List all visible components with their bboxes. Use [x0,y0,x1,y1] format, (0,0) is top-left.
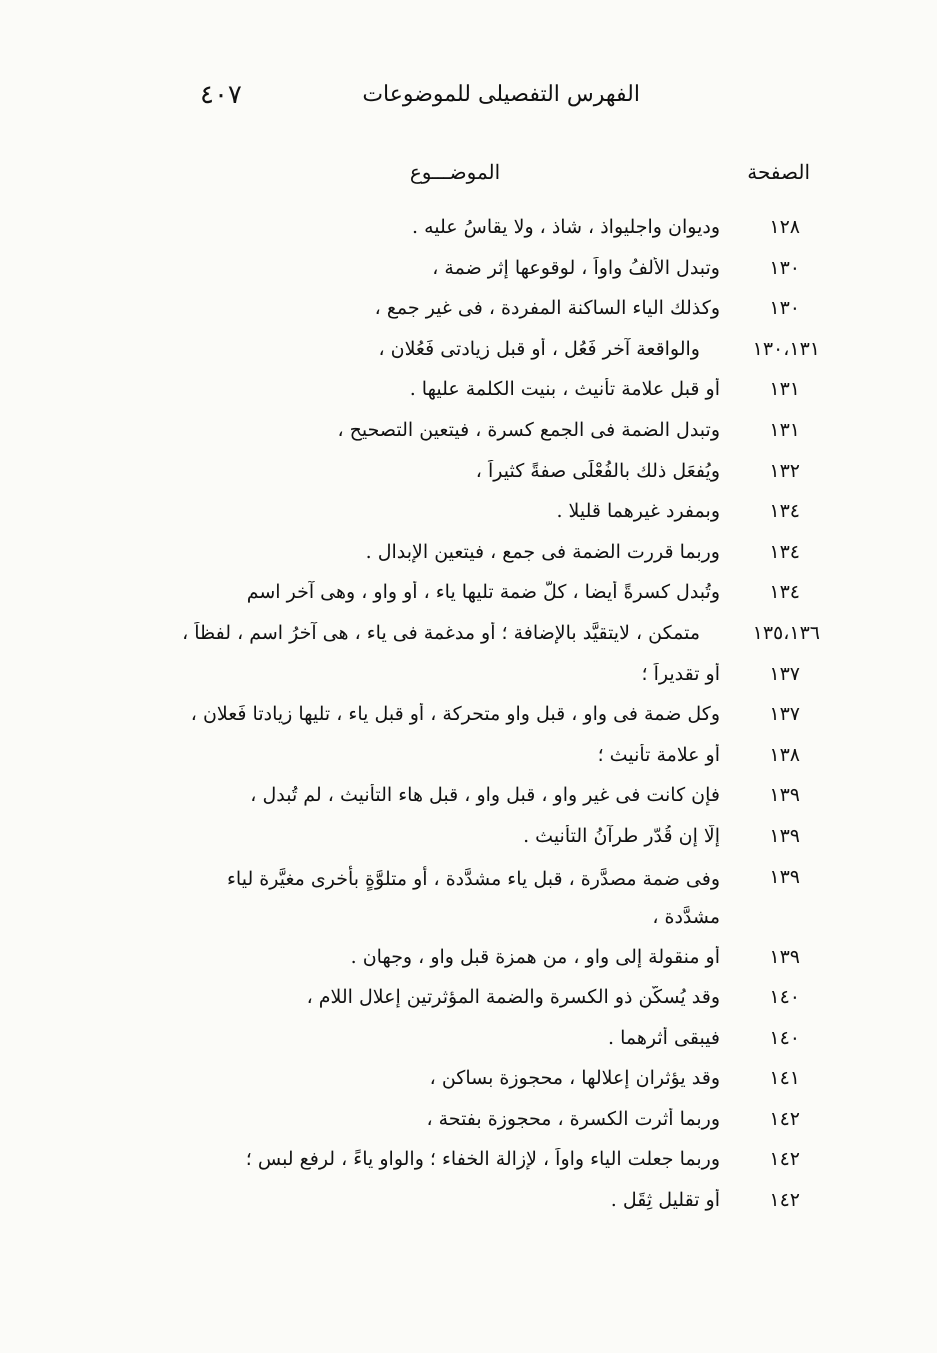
entry-page: ١٣٥،١٣٦ [752,621,820,644]
index-entry [170,616,820,657]
index-entry [170,1021,820,1062]
entry-text: وتبدل الضمة فى الجمع كسرة ، فيتعين التصحيح ، [337,418,720,441]
entry-page: ١٤٠ [769,1026,800,1049]
entry-text: والواقعة آخر فَعُل ، أو قبل زيادتى فَعُلان ، [378,337,700,360]
page-number: ٤٠٧ [200,80,242,110]
entry-page: ١٤٢ [769,1189,800,1212]
column-header-topic: الموضـــوع [409,160,501,184]
index-entry [170,980,820,1021]
entry-page: ١٤٢ [769,1148,800,1171]
entry-text: وفى ضمة مصدَّرة ، قبل ياء مشدَّدة ، أو متلوَّةٍ بأخرى مغيَّرة لياء مشدَّدة ، [227,867,720,928]
entry-text: فإن كانت فى غير واو ، قبل واو ، قبل هاء التأنيث ، لم تُبدل ، [250,784,720,807]
index-entry [170,697,820,738]
entry-page: ١٣٤ [769,540,800,563]
entry-text: وربما أثرت الكسرة ، محجوزة بفتحة ، [426,1107,720,1130]
column-header-page: الصفحة [747,160,810,184]
entry-page: ١٣٨ [769,743,800,766]
entry-page: ١٣١ [769,378,800,401]
entry-text: وربما جعلت الياء واواً ، لإزالة الخفاء ؛ والواو ياءً ، لرفع لبس ؛ [245,1148,720,1171]
index-entry [170,1061,820,1102]
entry-text: وكل ضمة فى واو ، قبل واو متحركة ، أو قبل ياء ، تليها زيادتا فَعلان ، [190,703,720,726]
entry-text: وتُبدل كسرةً أيضا ، كلُّ ضمة تليها ياء ، أو واو ، وهى آخر اسم [246,581,720,604]
entry-page: ١٢٨ [769,216,800,238]
index-entry [170,535,820,576]
entry-text: ويُفعَل ذلك بالفُعْلَى صفةً كثيراً ، [475,459,720,482]
index-entry [170,1183,820,1224]
entry-page: ١٤٢ [769,1107,800,1130]
entry-text: أو منقولة إلى واو ، من همزة قبل واو ، وجهان . [350,945,720,968]
index-entry [170,738,820,779]
entry-text: وديوان واجليواذ ، شاذ ، ولا يقاسُ عليه . [412,216,720,238]
index-entry [170,778,820,819]
entry-page: ١٣٤ [769,581,800,604]
entry-page: ١٣٧ [769,703,800,726]
entry-page: ١٣٩ [769,865,800,888]
entry-text: وقد يؤثران إعلالها ، محجوزة بساكن ، [429,1067,720,1090]
entry-page: ١٣٠،١٣١ [752,337,820,360]
index-entry [170,251,820,292]
index-entry [170,332,820,373]
entry-page: ١٣١ [769,418,800,441]
index-entry [170,210,820,251]
index-entry [170,575,820,616]
entry-text: وقد يُسكَّن ذو الكسرة والضمة المؤثرتين إعلال اللام ، [306,986,720,1009]
entry-text: وتبدل الألفُ واواً ، لوقوعها إثر ضمة ، [432,256,720,279]
index-entries [170,210,820,1224]
entry-page: ١٣٠ [769,256,800,279]
entry-page: ١٣٧ [769,662,800,685]
entry-text: وكذلك الياء الساكنة المفردة ، فى غير جمع ، [374,297,720,320]
index-entry [170,860,820,940]
index-entry [170,291,820,332]
index-entry [170,940,820,981]
index-entry [170,494,820,535]
running-title: الفهرس التفصيلى للموضوعات [362,82,640,107]
entry-page: ١٣٩ [769,824,800,847]
index-entry [170,1102,820,1143]
entry-page: ١٣٠ [769,297,800,320]
index-entry [170,372,820,413]
entry-page: ١٣٩ [769,945,800,968]
index-entry [170,1142,820,1183]
entry-text: أو تقليل ثِقَل . [610,1189,720,1212]
entry-text: أو علامة تأنيث ؛ [597,743,720,766]
entry-text: فيبقى أثرهما . [608,1026,720,1049]
index-entry [170,454,820,495]
index-entry [170,413,820,454]
entry-page: ١٤١ [769,1067,800,1090]
entry-page: ١٤٠ [769,986,800,1009]
entry-text: إلّا إن قُدّر طرآنُ التأنيث . [523,824,720,847]
entry-page: ١٣٢ [769,459,800,482]
entry-page: ١٣٤ [769,500,800,523]
entry-text: متمكن ، لايتقيَّد بالإضافة ؛ أو مدغمة فى ياء ، هى آخرُ اسم ، لفظاً ، [182,621,700,644]
entry-text: أو تقديراً ؛ [641,662,720,685]
index-entry [170,819,820,860]
entry-text: وربما قررت الضمة فى جمع ، فيتعين الإبدال . [365,540,720,563]
entry-text: وبمفرد غيرهما قليلا . [556,500,720,523]
index-entry [170,657,820,698]
entry-page: ١٣٩ [769,784,800,807]
entry-text: أو قبل علامة تأنيث ، بنيت الكلمة عليها . [409,378,720,401]
